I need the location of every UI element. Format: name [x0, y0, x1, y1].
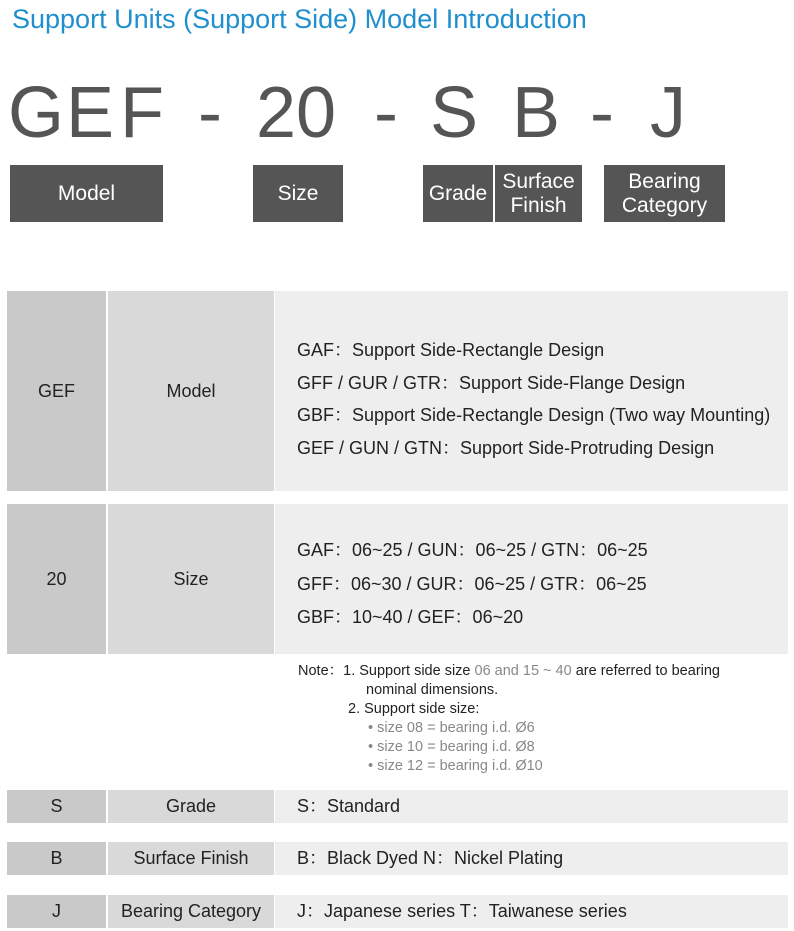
size-line: GBF：10~40 / GEF：06~20 [297, 607, 524, 627]
bearing-category-chip [604, 165, 725, 222]
model-line: GFF / GUR / GTR：Support Side-Flange Design [297, 372, 686, 393]
surface-finish-chip [495, 165, 582, 222]
model-line: GAF：Support Side-Rectangle Design [297, 340, 605, 360]
code-char: E [66, 73, 115, 153]
table-row-model [7, 291, 788, 491]
code-char: G [8, 73, 65, 153]
table-row-bearing-category [7, 895, 788, 928]
code-char: F [120, 73, 164, 153]
grade-chip-label: Grade [428, 181, 488, 205]
row-label: Grade [108, 790, 274, 823]
bearing-category-chip-line1: Bearing [628, 169, 701, 193]
row-label: Model [108, 291, 274, 491]
code-char: B [512, 73, 561, 153]
model-line: GEF / GUN / GTN：Support Side-Protruding Design [297, 437, 715, 458]
note-gray-sizes: 06 and 15 ~ 40 [474, 663, 572, 679]
bearing-category-chip-line2: Category [621, 193, 708, 217]
table-row-grade [7, 790, 788, 823]
size-chip-label: Size [277, 181, 319, 205]
size-line: GAF：06~25 / GUN：06~25 / GTN：06~25 [297, 540, 648, 560]
note-suffix: are referred to bearing [571, 663, 720, 679]
row-value: S：Standard [275, 790, 788, 823]
code-char: S [430, 73, 479, 153]
row-label: Size [108, 504, 274, 654]
note-line: 2. Support side size: [348, 701, 480, 717]
note-bullet: • size 08 = bearing i.d. Ø6 [368, 720, 535, 736]
code-char: 0 [296, 73, 337, 153]
row-code: B [7, 842, 106, 875]
code-separator: - [198, 73, 222, 153]
row-label: Surface Finish [108, 842, 274, 875]
model-code [0, 70, 794, 160]
note-bullet: • size 12 = bearing i.d. Ø10 [368, 758, 543, 774]
surface-finish-chip-line1: Surface [502, 169, 575, 193]
code-separator: - [590, 73, 614, 153]
row-code: 20 [7, 504, 106, 654]
size-chip [253, 165, 343, 222]
row-values [275, 504, 788, 654]
page-title: Support Units (Support Side) Model Introduction [12, 4, 587, 34]
size-note [298, 662, 720, 776]
note-line: nominal dimensions. [366, 682, 499, 698]
row-value: B：Black Dyed N：Nickel Plating [275, 842, 788, 875]
note-prefix: Note：1. Support side size [298, 663, 475, 679]
row-label: Bearing Category [108, 895, 274, 928]
note-bullet: • size 10 = bearing i.d. Ø8 [368, 739, 535, 755]
row-code: J [7, 895, 106, 928]
row-values [275, 291, 788, 491]
surface-finish-chip-line2: Finish [510, 193, 567, 217]
grade-chip [423, 165, 493, 222]
model-chip-label: Model [57, 181, 116, 205]
model-line: GBF：Support Side-Rectangle Design (Two way Mounting) [297, 405, 771, 425]
row-value: J：Japanese series T：Taiwanese series [275, 895, 788, 928]
table-row-size [7, 504, 788, 654]
table-row-surface-finish [7, 842, 788, 875]
row-code: S [7, 790, 106, 823]
code-char: J [650, 73, 686, 153]
code-separator: - [374, 73, 398, 153]
row-code: GEF [7, 291, 106, 491]
size-line: GFF：06~30 / GUR：06~25 / GTR：06~25 [297, 573, 647, 594]
model-chip [10, 165, 163, 222]
code-char: 2 [256, 73, 297, 153]
